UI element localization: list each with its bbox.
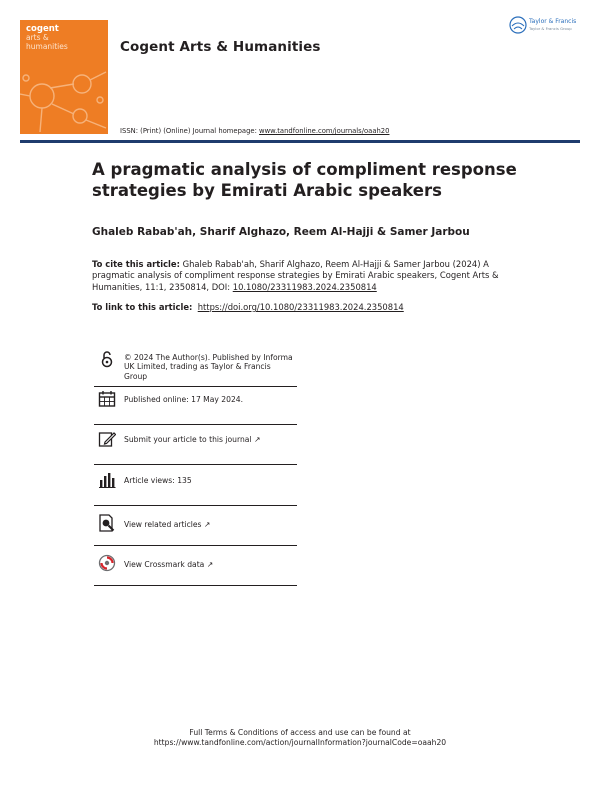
- footer: [0, 728, 600, 748]
- journal-cover: [20, 20, 108, 134]
- divider: [94, 585, 297, 586]
- crossmark-link[interactable]: [124, 560, 213, 569]
- related-articles-link[interactable]: [124, 520, 210, 529]
- citation-label: To cite this article:: [92, 259, 180, 269]
- crossmark-icon: [98, 554, 116, 572]
- divider: [94, 386, 297, 387]
- journal-title[interactable]: Cogent Arts & Humanities: [120, 39, 321, 55]
- divider: [94, 545, 297, 546]
- submit-article-link[interactable]: [124, 435, 260, 444]
- external-link-icon: ↗: [206, 560, 214, 569]
- cover-line-1: arts &: [26, 33, 49, 42]
- article-views: Article views: 135: [124, 476, 192, 485]
- cover-brand: [26, 25, 68, 51]
- cover-line-2: humanities: [26, 41, 68, 51]
- open-access-icon: [98, 350, 116, 368]
- divider: [94, 505, 297, 506]
- article-title: A pragmatic analysis of compliment response strategies by Emirati Arabic speakers: [92, 160, 517, 200]
- issn-label: ISSN: (Print) (Online) Journal homepage:: [120, 127, 260, 135]
- copyright-text: © 2024 The Author(s). Published by Informa UK Limited, trading as Taylor & Francis Group: [124, 353, 293, 381]
- article-authors: Ghaleb Rabab'ah, Sharif Alghazo, Reem Al-Hajji & Samer Jarbou: [92, 226, 470, 238]
- external-link-icon: ↗: [203, 520, 211, 529]
- external-link-icon: ↗: [253, 435, 261, 444]
- footer-line-1: Full Terms & Conditions of access and use can be found at: [189, 728, 411, 737]
- cover-molecule-graphic: [20, 66, 108, 134]
- citation-text: Ghaleb Rabab'ah, Sharif Alghazo, Reem Al-Hajji & Samer Jarbou (2024) A pragmatic analysis of compliment response strategies by Emirati Arabic speakers, Cogent Arts & Humanities, 11:1, 2350814, DOI:: [92, 259, 499, 292]
- publisher-tagline: Taylor & Francis Group: [529, 26, 572, 31]
- citation: [92, 259, 512, 293]
- published-date: Published online: 17 May 2024.: [124, 395, 244, 404]
- article-link[interactable]: https://doi.org/10.1080/23311983.2024.2350814: [197, 302, 404, 312]
- journal-homepage-link[interactable]: www.tandfonline.com/journals/oaah20: [259, 127, 390, 135]
- calendar-icon: [98, 390, 116, 408]
- edit-icon: [98, 430, 116, 448]
- crossmark-label: View Crossmark data: [124, 560, 205, 569]
- related-articles-label: View related articles: [124, 520, 202, 529]
- header-rule: [20, 140, 580, 143]
- bar-chart-icon: [98, 471, 116, 489]
- divider: [94, 464, 297, 465]
- divider: [94, 424, 297, 425]
- issn-line: [120, 127, 389, 135]
- submit-article-label: Submit your article to this journal: [124, 435, 252, 444]
- article-link-line: [92, 302, 404, 312]
- publisher-logo[interactable]: [509, 15, 581, 37]
- article-link-label: To link to this article:: [92, 302, 193, 312]
- taylor-francis-icon: [509, 16, 527, 34]
- footer-terms-link[interactable]: https://www.tandfonline.com/action/journalInformation?journalCode=oaah20: [153, 738, 447, 747]
- related-articles-icon: [98, 514, 116, 532]
- doi-link[interactable]: 10.1080/23311983.2024.2350814: [232, 281, 377, 292]
- cover-brand-name: cogent: [26, 24, 59, 34]
- publisher-name: Taylor & Francis: [529, 18, 577, 25]
